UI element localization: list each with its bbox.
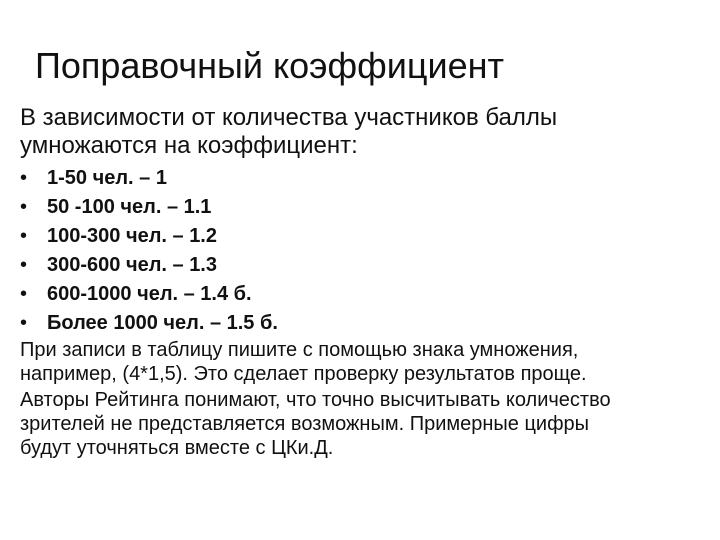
coefficient-item	[20, 280, 700, 309]
coefficient-text: 1-50 чел. – 1	[47, 167, 167, 189]
coefficient-text: Более 1000 чел. – 1.5 б.	[47, 312, 278, 334]
recording-note-line-2: например, (4*1,5). Это сделает проверку результатов проще.	[20, 363, 587, 385]
bullet-icon: •	[20, 283, 28, 305]
coefficient-text: 50 -100 чел. – 1.1	[47, 196, 212, 218]
recording-note-paragraph	[20, 338, 700, 386]
coefficient-item	[20, 193, 700, 222]
authors-note-line-2: зрителей не представляется возможным. Примерные цифры	[20, 413, 590, 435]
coefficient-text: 100-300 чел. – 1.2	[47, 225, 217, 247]
intro-text	[20, 104, 700, 160]
coefficient-text: 600-1000 чел. – 1.4 б.	[47, 283, 252, 305]
coefficient-list	[20, 164, 700, 338]
bullet-icon: •	[20, 312, 28, 334]
authors-note-paragraph	[20, 388, 700, 460]
coefficient-item	[20, 309, 700, 338]
slide-title: Поправочный коэффициент	[35, 45, 505, 86]
coefficient-text: 300-600 чел. – 1.3	[47, 254, 217, 276]
notes-block	[20, 338, 700, 460]
bullet-icon: •	[20, 254, 28, 276]
bullet-icon: •	[20, 196, 28, 218]
coefficient-item	[20, 251, 700, 280]
intro-line-2: умножаются на коэффициент:	[20, 132, 358, 159]
intro-line-1: В зависимости от количества участников баллы	[20, 104, 558, 131]
coefficient-item	[20, 222, 700, 251]
bullet-icon: •	[20, 225, 28, 247]
authors-note-line-3: будут уточняться вместе с ЦКи.Д.	[20, 437, 334, 459]
authors-note-line-1: Авторы Рейтинга понимают, что точно высчитывать количество	[20, 389, 611, 411]
coefficient-item	[20, 164, 700, 193]
bullet-icon: •	[20, 167, 28, 189]
recording-note-line-1: При записи в таблицу пишите с помощью знака умножения,	[20, 339, 579, 361]
